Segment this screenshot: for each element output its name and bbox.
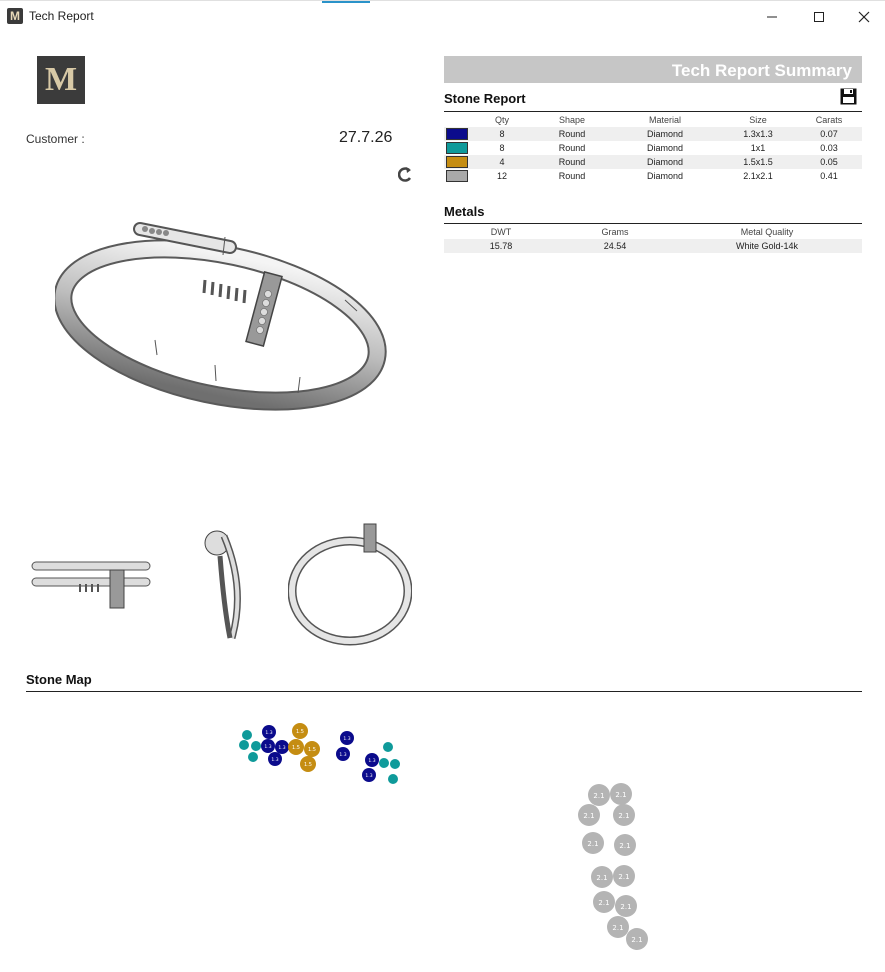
stone-label: 2.1 [618, 873, 630, 881]
metals-rule [444, 223, 862, 224]
stone-label: 1.3 [265, 731, 273, 736]
stone-map-diagram [0, 700, 885, 970]
col-header-grams: Grams [601, 227, 629, 237]
stone-label: 2.1 [619, 842, 631, 850]
logo-letter: M [44, 61, 78, 98]
stone-label: 2.1 [593, 792, 605, 800]
metal-quality: White Gold-14k [672, 239, 862, 253]
minimize-icon [766, 11, 778, 23]
stone-label: 1.3 [271, 758, 279, 763]
rotate-view-icon[interactable] [398, 167, 412, 188]
stone-color-swatch [446, 156, 468, 168]
customer-label: Customer : [26, 132, 85, 146]
stone-report-rule [444, 111, 862, 112]
stone-shape: Round [558, 171, 586, 181]
stone-label: 2.1 [587, 840, 599, 848]
stone-label: 2.1 [598, 899, 610, 907]
stone-label: 1.5 [292, 745, 300, 751]
stone-report-table [444, 113, 862, 183]
stone-label: 1.3 [368, 759, 376, 764]
stone-qty: 8 [470, 127, 534, 141]
col-header-shape: Shape [558, 115, 586, 125]
company-logo [37, 56, 85, 104]
stone-shape: Round [534, 155, 610, 169]
stone-label: 1.5 [296, 729, 304, 735]
stone-map-title: Stone Map [26, 672, 92, 687]
save-icon [840, 88, 857, 105]
app-icon-letter: M [10, 9, 20, 23]
stone-label: 2.1 [615, 791, 627, 799]
close-icon [858, 11, 870, 23]
stone-qty: 4 [470, 155, 534, 169]
stone-carats: 0.05 [796, 155, 862, 169]
stone-carats: 0.03 [820, 143, 838, 153]
stone-label: 1.5 [308, 747, 316, 753]
stone-row [444, 127, 862, 141]
summary-title: Tech Report Summary [671, 61, 852, 80]
summary-header [444, 56, 862, 83]
stone-row [444, 169, 862, 183]
maximize-button[interactable] [796, 1, 842, 32]
stone-map-blue-group [261, 725, 379, 782]
stone-label: 1.3 [264, 745, 272, 750]
stone-size: 1x1 [750, 143, 766, 153]
report-date: 27.7.26 [339, 129, 393, 146]
stone-label: 2.1 [596, 874, 608, 882]
stone-label: 2.1 [618, 812, 630, 820]
metal-dwt: 15.78 [444, 239, 558, 253]
metals-title: Metals [444, 204, 485, 219]
stone-label: 1.3 [278, 746, 286, 751]
minimize-button[interactable] [749, 1, 795, 32]
stone-size: 1.3x1.3 [720, 127, 796, 141]
stone-carats: 0.41 [820, 171, 838, 181]
stone-label: 2.1 [583, 812, 595, 820]
stone-color-swatch [446, 142, 468, 154]
metals-header-row [444, 225, 862, 239]
stone-qty: 12 [496, 171, 507, 181]
stone-shape: Round [558, 143, 586, 153]
metals-table [444, 225, 862, 253]
close-button[interactable] [841, 1, 885, 32]
metals-row [444, 239, 862, 253]
stone-row [444, 141, 862, 155]
stone-size: 1.5x1.5 [720, 155, 796, 169]
col-header-size: Size [749, 115, 767, 125]
stone-label: 1.5 [304, 762, 312, 768]
col-header-dwt: DWT [490, 227, 512, 237]
stone-map-rule [26, 691, 862, 692]
stone-label: 2.1 [631, 936, 643, 944]
window-title: Tech Report [29, 9, 94, 23]
stone-row [444, 155, 862, 169]
thumbnail-front-view[interactable] [202, 528, 246, 642]
stone-carats: 0.07 [796, 127, 862, 141]
bracelet-main-render [55, 215, 395, 415]
stone-label: 2.1 [612, 924, 624, 932]
col-header-metal-quality: Metal Quality [740, 227, 794, 237]
col-header-carats: Carats [815, 115, 843, 125]
title-bar [0, 0, 885, 31]
stone-label: 1.3 [365, 774, 373, 779]
stone-label: 1.3 [339, 753, 347, 758]
thumbnail-top-view[interactable] [288, 522, 412, 646]
stone-color-swatch [446, 128, 468, 140]
stone-report-title: Stone Report [444, 91, 526, 106]
stone-qty: 8 [499, 143, 505, 153]
thumbnail-side-view[interactable] [30, 548, 154, 610]
stone-report-header-row [444, 113, 862, 127]
metal-grams: 24.54 [558, 239, 672, 253]
maximize-icon [813, 11, 825, 23]
stone-size: 2.1x2.1 [743, 171, 773, 181]
app-icon [7, 8, 23, 24]
stone-material: Diamond [610, 127, 720, 141]
stone-color-swatch [446, 170, 468, 182]
col-header-qty: Qty [494, 115, 509, 125]
col-header-material: Material [648, 115, 681, 125]
stone-shape: Round [534, 127, 610, 141]
stone-label: 2.1 [620, 903, 632, 911]
stone-material: Diamond [646, 171, 684, 181]
stone-material: Diamond [610, 155, 720, 169]
title-bar-accent [322, 1, 370, 3]
stone-material: Diamond [646, 143, 684, 153]
save-button[interactable] [840, 88, 857, 110]
stone-label: 1.3 [343, 737, 351, 742]
